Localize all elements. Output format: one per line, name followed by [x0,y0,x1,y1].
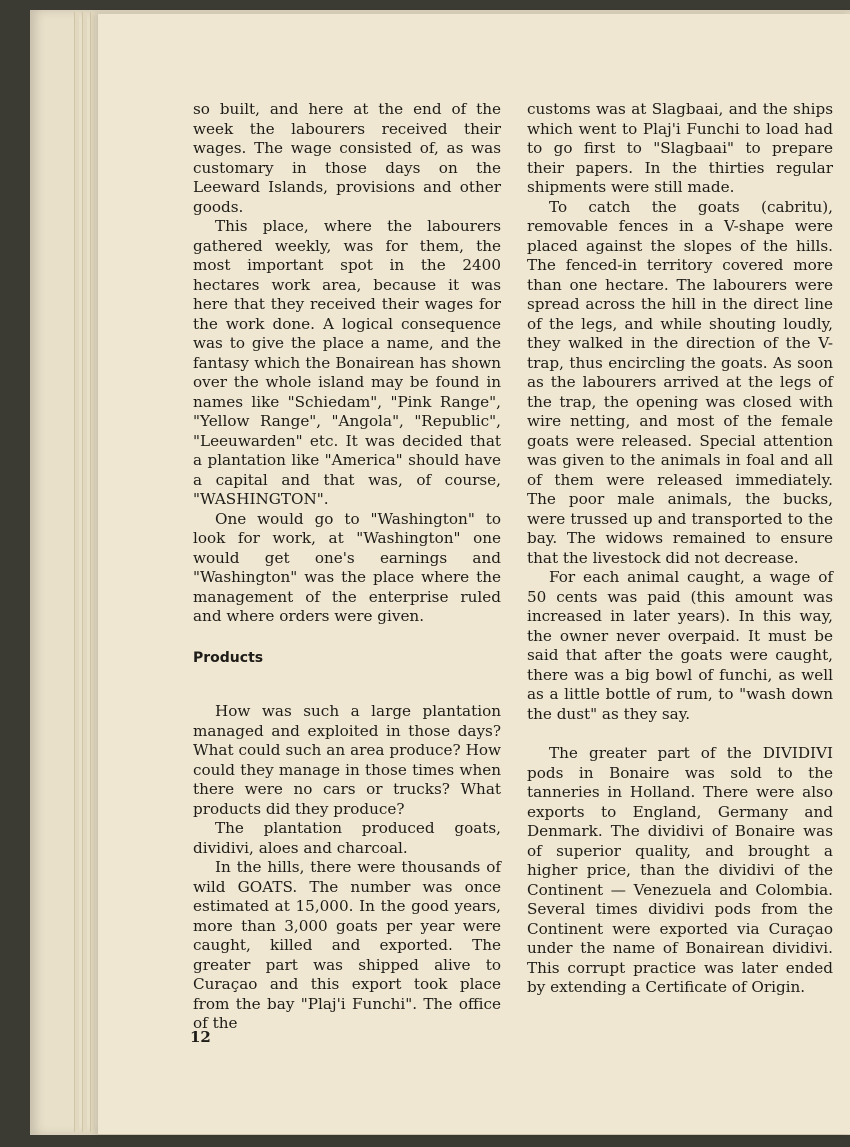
left-column [193,100,501,1034]
paragraph: How was such a large plantation managed and exploited in those days? What could such an area produce? How could they manage in those times when there were no cars or trucks? What products did they produce? [193,702,501,818]
paragraph: The plantation produced goats, dividivi, aloes and charcoal. [193,819,501,857]
paragraph: The greater part of the DIVIDIVI pods in Bonaire was sold to the tanneries in Holland. There were also exports to England, Germany and Denmark. The dividivi of Bonaire was of superior quality, and brought a higher price, than the dividivi of the Continent — Venezuela and Colombia. Several times dividivi pods from the Continent were exported via Curaçao under the name of Bonairean dividivi. This corrupt practice was later ended by extending a Certificate of Origin. [527,744,833,996]
paragraph: One would go to "Washington" to look for work, at "Washington" one would get one's earnings and "Washington" was the place where the management of the enterprise ruled and where orders were given. [193,509,501,625]
page-edge [82,12,87,1132]
paragraph: customs was at Slagbaai, and the ships which went to Plaj'i Funchi to load had to go first to "Slagbaai" to prepare their papers. In the thirties regular shipments were still made. [527,100,833,196]
paragraph: In the hills, there were thousands of wild GOATS. The number was once estimated at 15,000. In the good years, more than 3,000 goats per year were caught, killed and exported. The greater part was shipped alive to Curaçao and this export took place from the bay "Plaj'i Funchi". The office of the [193,858,501,1032]
section-heading: Products [193,649,264,666]
page-edge [90,12,95,1132]
right-column [527,100,833,998]
paragraph: so built, and here at the end of the week the labourers received their wages. The wage consisted of, as was customary in those days on the Leeward Islands, provisions and other goods. [193,100,501,216]
page-edge [74,12,79,1132]
page-number: 12 [190,1028,211,1046]
paragraph: For each animal caught, a wage of 50 cents was paid (this amount was increased in later years). In this way, the owner never overpaid. It must be said that after the goats were caught, there was a big bowl of funchi, as well as a little bottle of rum, to "wash down the dust" as they say. [527,568,833,723]
paragraph: This place, where the labourers gathered weekly, was for them, the most important spot in the 2400 hectares work area, because it was here that they received their wages for the work done. A logical consequence was to give the place a name, and the fantasy which the Bonairean has shown over the whole island may be found in names like "Schiedam", "Pink Range", "Yellow Range", "Angola", "Republic", "Leeuwarden" etc. It was decided that a plantation like "America" should have a capital and that was, of course, "WASHINGTON". [193,217,501,508]
paragraph: To catch the goats (cabritu), removable fences in a V-shape were placed against the slopes of the hills. The fenced-in territory covered more than one hectare. The labourers were spread across the hill in the direct line of the legs, and while shouting loudly, they walked in the direction of the V-trap, thus encircling the goats. As soon as the labourers arrived at the legs of the trap, the opening was closed with wire netting, and most of the female goats were released. Special attention was given to the animals in foal and all of them were released immediately. The poor male animals, the bucks, were trussed up and transported to the bay. The widows remained to ensure that the livestock did not decrease. [527,197,833,567]
